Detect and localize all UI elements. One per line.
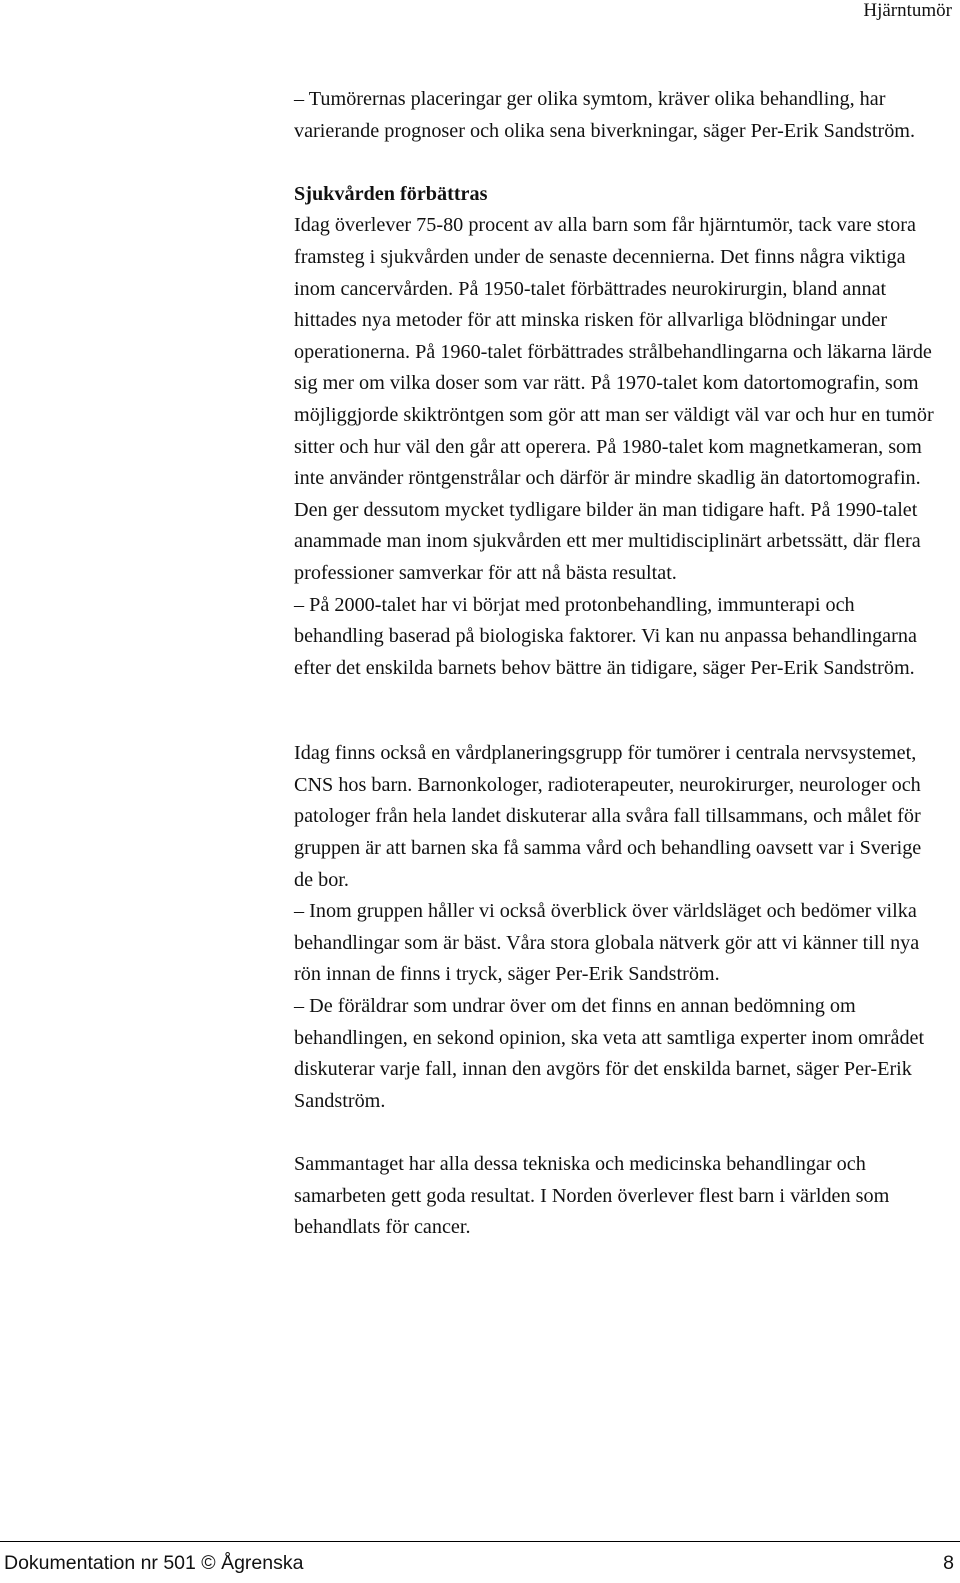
page-footer: [0, 1541, 960, 1582]
footer-publication: Dokumentation nr 501 © Ågrenska: [4, 1552, 304, 1574]
paragraph-care-planning-group: Idag finns också en vårdplaneringsgrupp för tumörer i centrala nervsystemet, CNS hos barn. Barnonkologer, radioterapeuter, neurokirurger, neurologer och patologer från hela landet diskuterar alla svåra fall tillsammans, och målet för gruppen är att barnen ska få samma vård och behandling oavsett var i Sverige de bor.: [294, 742, 922, 891]
article-body: [294, 84, 942, 1244]
paragraph-quote-second-opinion: – De föräldrar som undrar över om det finns en annan bedömning om behandlingen, en sekond opinion, ska veta att samtliga experter inom området diskuterar varje fall, innan den avgörs för det enskilda barnet, säger Per-Erik Sandström.: [294, 995, 925, 1112]
running-header-title: Hjärntumör: [863, 0, 952, 21]
paragraph-quote-2000s: – På 2000-talet har vi börjat med protonbehandling, immunterapi och behandling baserad på biologiska faktorer. Vi kan nu anpassa behandlingarna efter det enskilda barnets behov bättre än tidigare, säger Per-Erik Sandström.: [294, 593, 917, 679]
paragraph-quote-tumor-placement: – Tumörernas placeringar ger olika symtom, kräver olika behandling, har varierande prognoser och olika sena biverkningar, säger Per-Erik Sandström.: [294, 88, 916, 142]
footer-page-number: 8: [943, 1552, 954, 1574]
section-heading: Sjukvården förbättras: [294, 182, 488, 205]
paragraph-summary: Sammantaget har alla dessa tekniska och medicinska behandlingar och samarbeten gett goda resultat. I Norden överlever flest barn i världen som behandlats för cancer.: [294, 1153, 890, 1239]
paragraph-history: Idag överlever 75-80 procent av alla barn som får hjärntumör, tack vare stora framsteg i sjukvården under de senaste decennierna. Det finns några viktiga inom cancervården. På 1950-talet förbättrades neurokirurgin, bland annat hittades nya metoder för att minska risken för allvarliga blödningar under operationerna. På 1960-talet förbättrades strålbehandlingarna och läkarna lärde sig mer om vilka doser som var rätt. På 1970-talet kom datortomografin, som möjliggjorde skiktröntgen som gör att man ser väldigt väl var och hur en tumör sitter och hur väl den går att operera. På 1980-talet kom magnetkameran, som inte använder röntgenstrålar och därför är mindre skadlig än datortomografin. Den ger dessutom mycket tydligare bilder än man tidigare haft. På 1990-talet anammade man inom sjukvården ett mer multidisciplinärt arbetssätt, där flera professioner samverkar för att nå bästa resultat.: [294, 214, 934, 584]
paragraph-quote-overview: – Inom gruppen håller vi också överblick över världsläget och bedömer vilka behandlingar som är bäst. Våra stora globala nätverk gör att vi känner till nya rön innan de finns i tryck, säger Per-Erik Sandström.: [294, 900, 920, 986]
